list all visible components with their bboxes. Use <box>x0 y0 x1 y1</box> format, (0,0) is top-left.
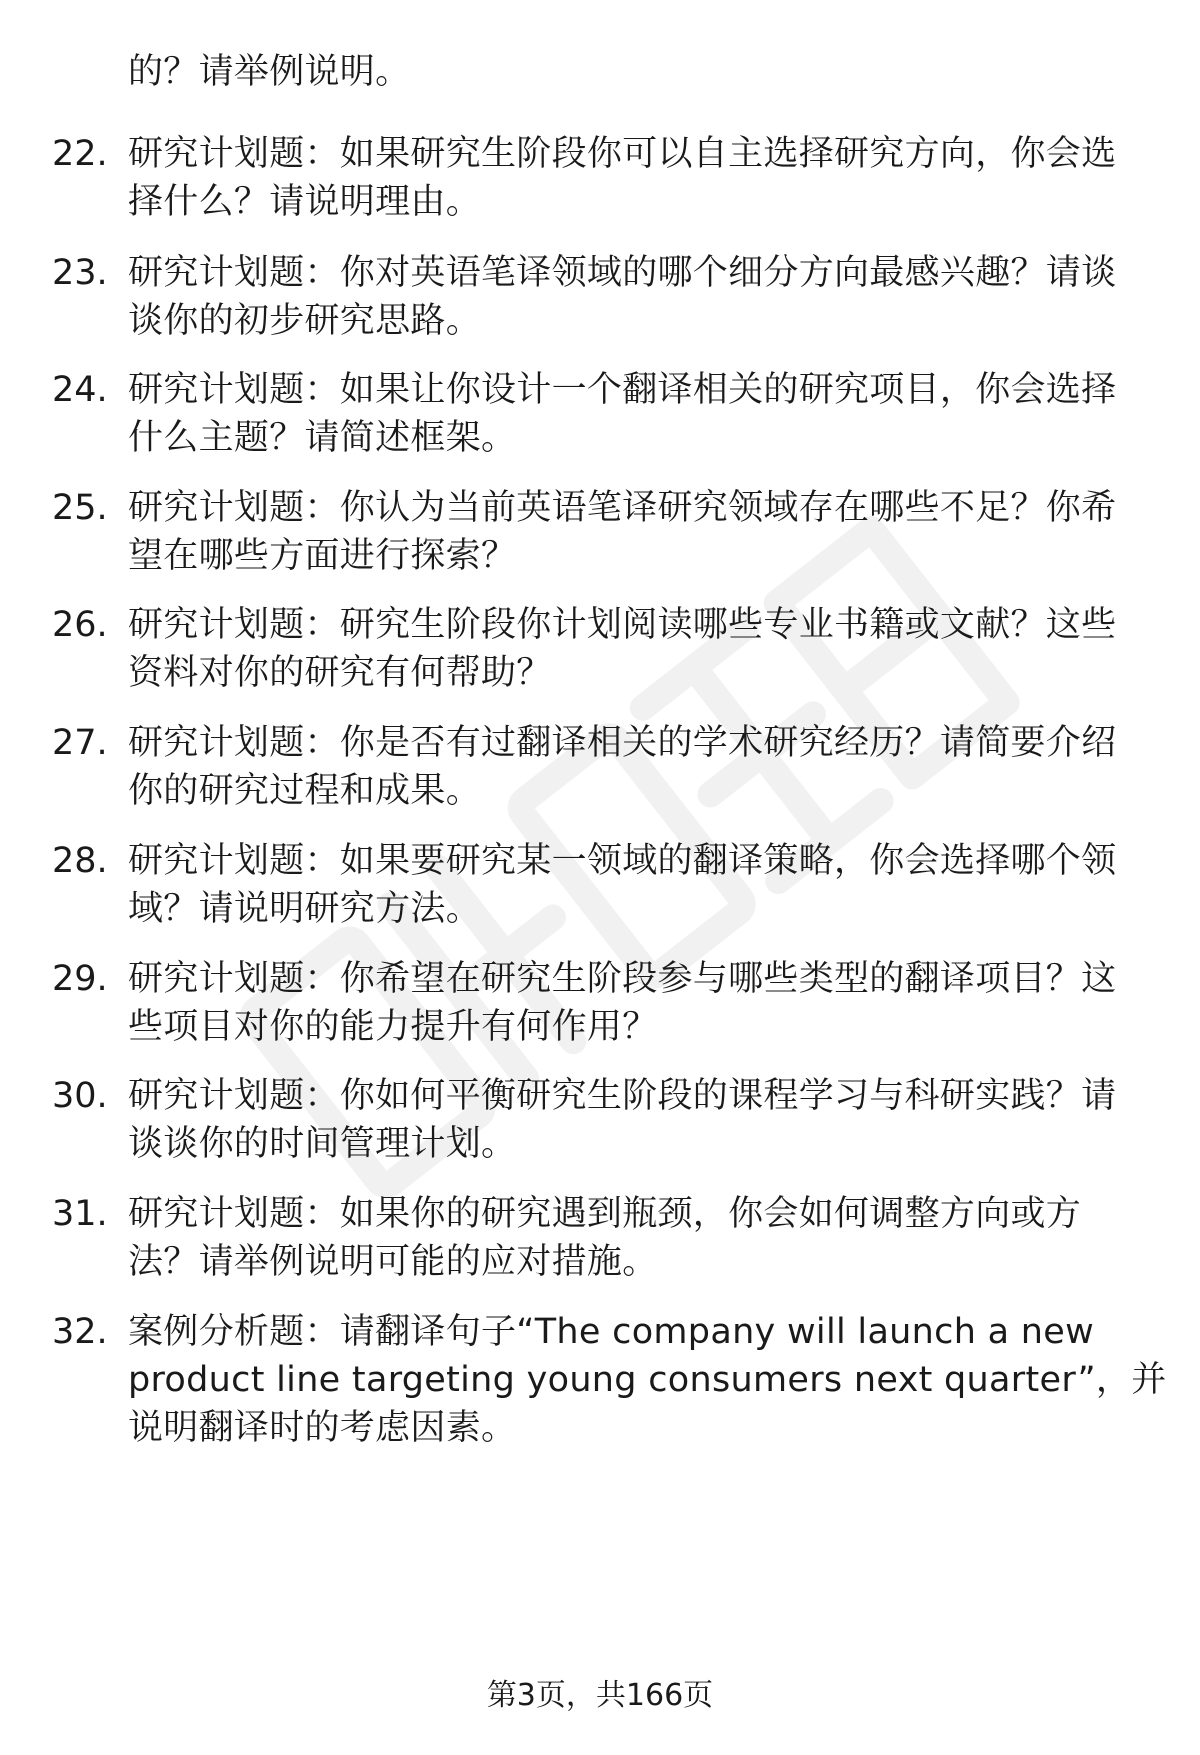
item-text-line: 研究计划题：你认为当前英语笔译研究领域存在哪些不足？你希 <box>128 488 1117 528</box>
item-text-line: 些项目对你的能力提升有何作用？ <box>128 1007 658 1047</box>
item-text-line: 你的研究过程和成果。 <box>128 771 482 811</box>
item-number: 27. <box>52 723 108 763</box>
item-text-line: product line targeting young consumers next quarter”，并 <box>128 1360 1167 1400</box>
item-text-line: 研究计划题：你希望在研究生阶段参与哪些类型的翻译项目？这 <box>128 959 1117 999</box>
item-text-line: 研究计划题：如果让你设计一个翻译相关的研究项目，你会选择 <box>128 370 1117 410</box>
item-number: 30. <box>52 1076 108 1116</box>
page-footer: 第3页，共166页 <box>486 1678 714 1713</box>
item-number: 23. <box>52 253 108 293</box>
item-text-line: 说明翻译时的考虑因素。 <box>128 1408 517 1448</box>
item-number: 32. <box>52 1312 108 1352</box>
item-number: 29. <box>52 959 108 999</box>
item-number: 22. <box>52 134 108 174</box>
item-text-line: 研究计划题：研究生阶段你计划阅读哪些专业书籍或文献？这些 <box>128 605 1117 645</box>
item-number: 25. <box>52 488 108 528</box>
continuation-line: 的？请举例说明。 <box>128 52 411 92</box>
item-text-line: 研究计划题：如果你的研究遇到瓶颈，你会如何调整方向或方 <box>128 1194 1082 1234</box>
item-text-line: 研究计划题：你对英语笔译领域的哪个细分方向最感兴趣？请谈 <box>128 253 1117 293</box>
item-number: 26. <box>52 605 108 645</box>
item-text-line: 谈谈你的时间管理计划。 <box>128 1124 517 1164</box>
item-text-line: 资料对你的研究有何帮助？ <box>128 653 552 693</box>
item-text-line: 研究计划题：如果要研究某一领域的翻译策略，你会选择哪个领 <box>128 841 1117 881</box>
item-text-line: 研究计划题：你如何平衡研究生阶段的课程学习与科研实践？请 <box>128 1076 1117 1116</box>
item-text-line: 研究计划题：如果研究生阶段你可以自主选择研究方向，你会选 <box>128 134 1117 174</box>
item-text-line: 什么主题？请简述框架。 <box>128 418 517 458</box>
item-number: 24. <box>52 370 108 410</box>
item-text-line: 法？请举例说明可能的应对措施。 <box>128 1242 658 1282</box>
item-number: 31. <box>52 1194 108 1234</box>
item-number: 28. <box>52 841 108 881</box>
item-text-line: 择什么？请说明理由。 <box>128 182 482 222</box>
item-text-line: 谈你的初步研究思路。 <box>128 301 482 341</box>
item-text-line: 望在哪些方面进行探索？ <box>128 536 517 576</box>
item-text-line: 研究计划题：你是否有过翻译相关的学术研究经历？请简要介绍 <box>128 723 1117 763</box>
item-text-line: 域？请说明研究方法。 <box>128 889 482 929</box>
item-text-line: 案例分析题：请翻译句子“The company will launch a new <box>128 1312 1095 1352</box>
